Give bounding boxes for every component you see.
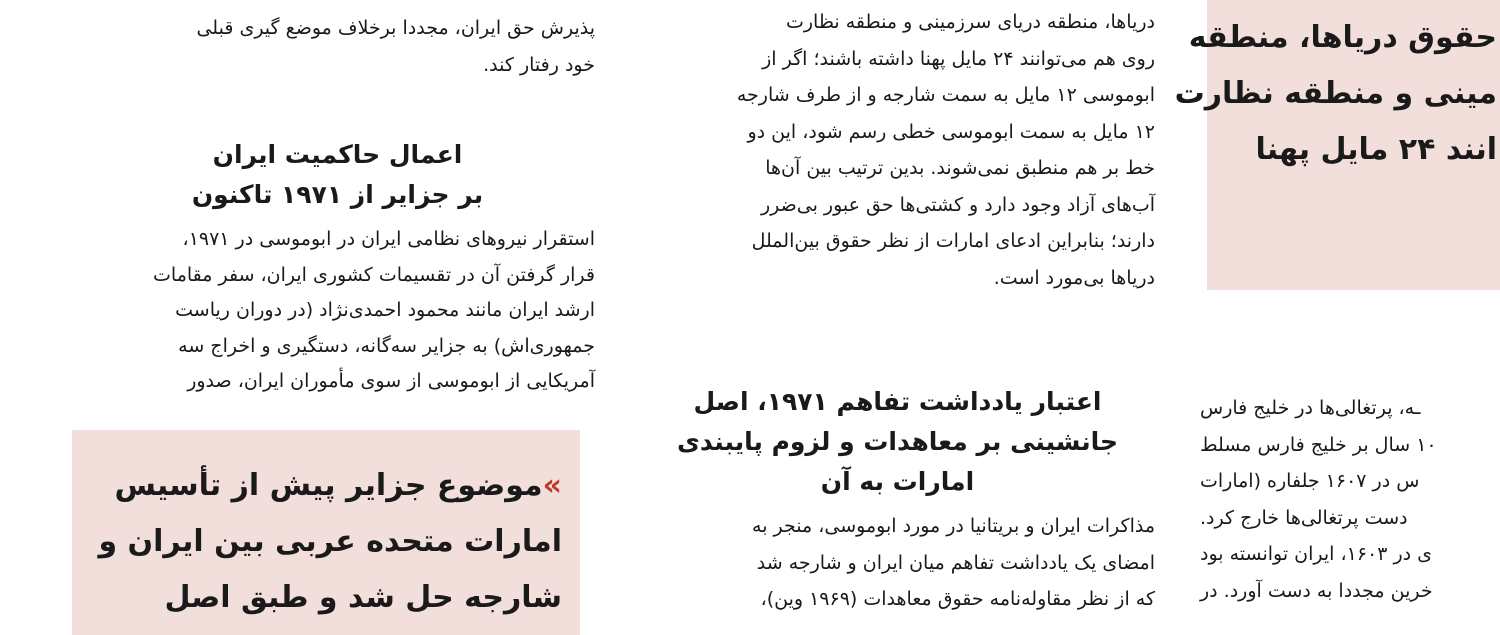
text-line: دریاها بی‌مورد است. [993, 266, 1155, 289]
text-line: روی هم می‌توانند ۲۴ مایل پهنا داشته باشند؛ اگر از [762, 47, 1155, 70]
middle-column-body [640, 508, 1155, 618]
middle-column-top [640, 4, 1155, 296]
text-line: دست پرتغالی‌ها خارج کرد. [1200, 506, 1408, 529]
text-line: ۱۲ مایل به سمت ابوموسی خطی رسم شود، این دو [747, 120, 1155, 143]
text-line: دریاها، منطقه دریای سرزمینی و منطقه نظارت [785, 11, 1155, 33]
left-section-heading [80, 135, 595, 215]
text-line: دارند؛ بنابراین ادعای امارات از نظر حقوق بین‌الملل [751, 230, 1155, 252]
left-column-intro [80, 10, 595, 83]
text-line: خود رفتار کند. [483, 53, 595, 76]
pull-quote-line: انند ۲۴ مایل پهنا [1255, 132, 1497, 167]
text-line: قرار گرفتن آن در تقسیمات کشوری ایران، سفر مقامات [153, 263, 595, 286]
right-column-body [1200, 390, 1500, 609]
text-line: ـه، پرتغالی‌ها در خلیج فارس [1200, 397, 1421, 419]
heading-line: اعمال حاکمیت ایران [212, 140, 463, 169]
heading-line: جانشینی بر معاهدات و لزوم پایبندی [676, 427, 1119, 456]
text-line: جمهوری‌اش) به جزایر سه‌گانه، دستگیری و اخراج سه [178, 334, 595, 357]
pull-quote-line: شارجه حل شد و طبق اصل [164, 580, 562, 615]
heading-line: اعتبار یادداشت تفاهم ۱۹۷۱، اصل [693, 387, 1102, 416]
text-line: امضای یک یادداشت تفاهم میان ایران و شارجه شد [756, 551, 1155, 574]
heading-line: بر جزایر از ۱۹۷۱ تاکنون [191, 180, 484, 209]
heading-line: امارات به آن [820, 467, 975, 496]
text-line: ی در ۱۶۰۳، ایران توانسته بود [1200, 543, 1433, 565]
pull-quote-line: »موضوع جزایر پیش از تأسیس [114, 468, 562, 503]
text-line: آمریکایی از ابوموسی از سوی مأموران ایران، صدور [187, 370, 595, 392]
left-column-body [80, 222, 595, 422]
text-line: خط بر هم منطبق نمی‌شوند. بدین ترتیب بین آن‌ها [765, 157, 1155, 179]
pull-quote-line: امارات متحده عربی بین ایران و [98, 524, 562, 559]
text-line: خرین مجددا به دست آورد. در [1200, 579, 1433, 602]
text-line: آب‌های آزاد وجود دارد و کشتی‌ها حق عبور بی‌ضرر [760, 193, 1155, 216]
pull-quote-text [1174, 10, 1497, 178]
text-line: مذاکرات ایران و بریتانیا در مورد ابوموسی، منجر به [752, 515, 1155, 537]
pull-quote-line: مینی و منطقه نظارت [1174, 76, 1497, 111]
text-line: ارشد ایران مانند محمود احمدی‌نژاد (در دوران ریاست [175, 299, 595, 321]
text-line: که از نظر مقاوله‌نامه حقوق معاهدات (۱۹۶۹ وین)، [760, 588, 1155, 610]
text-line: ابوموسی ۱۲ مایل به سمت شارجه و از طرف شارجه [736, 84, 1155, 106]
quote-mark-icon: » [542, 468, 562, 503]
pull-quote-text [92, 458, 562, 626]
pull-quote-left [72, 430, 580, 635]
text-line: پذیرش حق ایران، مجددا برخلاف موضع گیری قبلی [196, 17, 595, 39]
text-line: ۱۰ سال بر خلیج فارس مسلط [1200, 433, 1437, 456]
text-line: س در ۱۶۰۷ جلفاره (امارات [1200, 470, 1420, 492]
pull-quote-right [1174, 0, 1500, 290]
pull-quote-line: حقوق دریاها، منطقه [1188, 20, 1497, 55]
text-line: استقرار نیروهای نظامی ایران در ابوموسی در ۱۹۷۱، [182, 228, 595, 250]
middle-section-heading [640, 382, 1155, 502]
